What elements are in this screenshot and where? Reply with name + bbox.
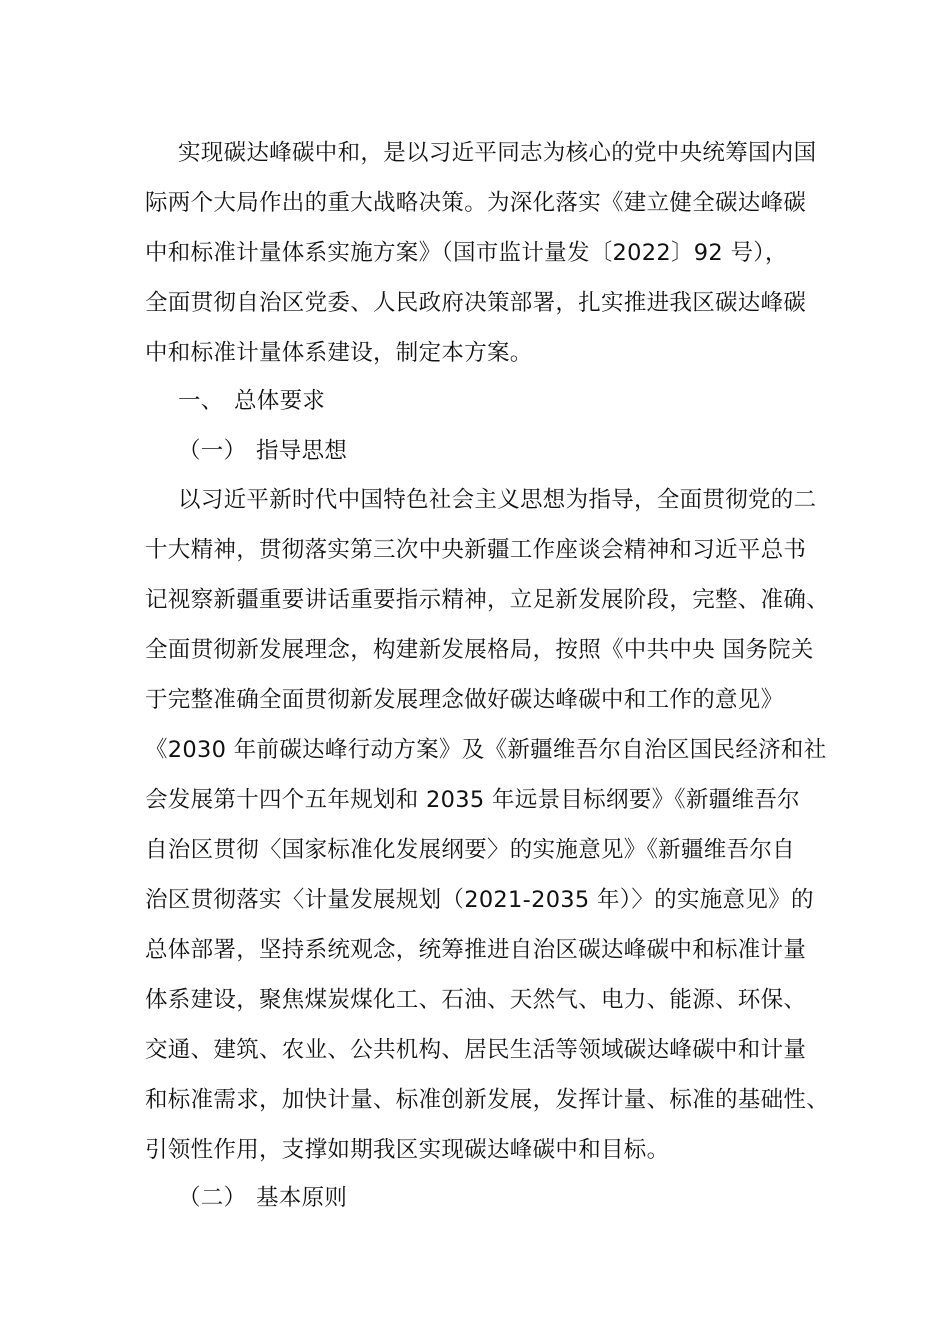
guiding-line-5: 于完整准确全面贯彻新发展理念做好碳达峰碳中和工作的意见》 [145,687,784,713]
section-heading-1 [178,386,858,416]
guiding-line-2: 十大精神，贯彻落实第三次中央新疆工作座谈会精神和习近平总书 [145,537,807,563]
subsection-number: （一） [178,438,247,464]
intro-line-5: 中和标准计量体系建设，制定本方案。 [145,340,533,366]
guiding-line-13: 和标准需求，加快计量、标准创新发展，发挥计量、标准的基础性、 [145,1087,830,1113]
guiding-line-12: 交通、建筑、农业、公共机构、居民生活等领域碳达峰碳中和计量 [145,1037,807,1063]
section-title: 总体要求 [234,388,326,414]
guiding-line-6: 《2030 年前碳达峰行动方案》及《新疆维吾尔自治区国民经济和社 [145,737,827,763]
guiding-line-11: 体系建设，聚焦煤炭煤化工、石油、天然气、电力、能源、环保、 [145,987,807,1013]
subsection-title: 基本原则 [256,1185,348,1211]
intro-line-3: 中和标准计量体系实施方案》（国市监计量发〔2022〕92 号）， [145,240,788,266]
guiding-line-14: 引领性作用，支撑如期我区实现碳达峰碳中和目标。 [145,1137,670,1163]
guiding-line-7: 会发展第十四个五年规划和 2035 年远景目标纲要》《新疆维吾尔 [145,787,800,813]
guiding-line-9: 治区贯彻落实〈计量发展规划（2021-2035 年）〉的实施意见》的 [145,887,814,913]
subsection-heading-2 [178,1183,858,1213]
subsection-heading-1 [178,436,858,466]
intro-line-4: 全面贯彻自治区党委、人民政府决策部署，扎实推进我区碳达峰碳 [145,290,807,316]
subsection-number: （二） [178,1185,247,1211]
section-number: 一、 [178,388,224,414]
guiding-line-4: 全面贯彻新发展理念，构建新发展格局，按照《中共中央 国务院关 [145,637,814,663]
subsection-title: 指导思想 [256,438,348,464]
guiding-line-3: 记视察新疆重要讲话重要指示精神，立足新发展阶段，完整、准确、 [145,587,830,613]
intro-line-1: 实现碳达峰碳中和，是以习近平同志为核心的党中央统筹国内国 [178,140,817,166]
intro-line-2: 际两个大局作出的重大战略决策。为深化落实《建立健全碳达峰碳 [145,190,807,216]
guiding-line-10: 总体部署，坚持系统观念，统筹推进自治区碳达峰碳中和标准计量 [145,937,807,963]
guiding-line-1: 以习近平新时代中国特色社会主义思想为指导，全面贯彻党的二 [178,487,817,513]
guiding-line-8: 自治区贯彻〈国家标准化发展纲要〉的实施意见》《新疆维吾尔自 [145,837,795,863]
